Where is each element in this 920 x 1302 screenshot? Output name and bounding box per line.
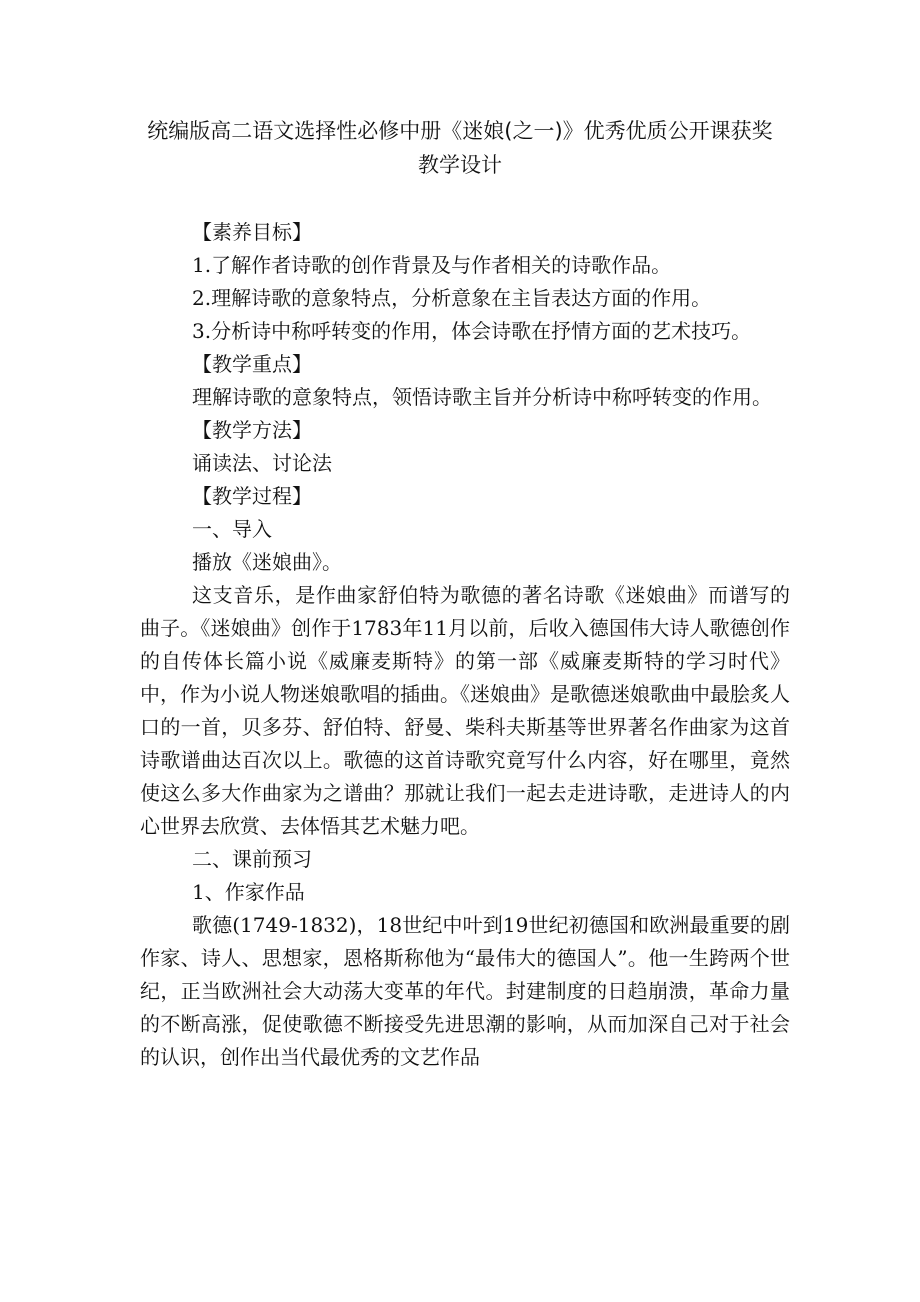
title-line-2: 教学设计 [418,153,502,177]
section-heading-key-points: 【教学重点】 [192,352,312,376]
section-heading-literacy-goals: 【素养目标】 [192,220,312,244]
subheading-introduction: 一、导入 [192,517,272,541]
goal-item-1: 1.了解作者诗歌的创作背景及与作者相关的诗歌作品。 [192,253,672,277]
title-line-1: 统编版高二语文选择性必修中册《迷娘(之一)》优秀优质公开课获奖 [147,119,773,143]
introduction-paragraph: 这支音乐，是作曲家舒伯特为歌德的著名诗歌《迷娘曲》而谱写的曲子。《迷娘曲》创作于1783年11月以前，后收入德国伟大诗人歌德创作的自传体长篇小说《威廉麦斯特》的第一部《威廉麦斯特的学习时代》中，作为小说人物迷娘歌唱的插曲。《迷娘曲》是歌德迷娘歌曲中最脍炙人口的一首，贝多芬、舒伯特、舒曼、柴科夫斯基等世界著名作曲家为这首诗歌谱曲达百次以上。歌德的这首诗歌究竟写什么内容，好在哪里，竟然使这么多大作曲家为之谱曲？那就让我们一起去走进诗歌，走进诗人的内心世界去欣赏、去体悟其艺术魅力吧。 [140,583,790,838]
key-points-text: 理解诗歌的意象特点，领悟诗歌主旨并分析诗中称呼转变的作用。 [192,385,772,409]
section-heading-process: 【教学过程】 [192,484,312,508]
subheading-preview: 二、课前预习 [192,847,312,871]
goal-item-3: 3.分析诗中称呼转变的作用，体会诗歌在抒情方面的艺术技巧。 [192,319,752,343]
methods-text: 诵读法、讨论法 [192,451,332,475]
document-body [140,216,790,1074]
section-heading-methods: 【教学方法】 [192,418,312,442]
document-title [100,114,820,182]
author-paragraph: 歌德(1749-1832)，18世纪中叶到19世纪初德国和欧洲最重要的剧作家、诗人、思想家，恩格斯称他为“最伟大的德国人”。他一生跨两个世纪，正当欧洲社会大动荡大变革的年代。封建制度的日趋崩溃，革命力量的不断高涨，促使歌德不断接受先进思潮的影响，从而加深自己对于社会的认识，创作出当代最优秀的文艺作品 [140,913,790,1069]
subheading-author-works: 1、作家作品 [192,880,305,904]
introduction-play-music: 播放《迷娘曲》。 [192,550,342,574]
goal-item-2: 2.理解诗歌的意象特点，分析意象在主旨表达方面的作用。 [192,286,712,310]
